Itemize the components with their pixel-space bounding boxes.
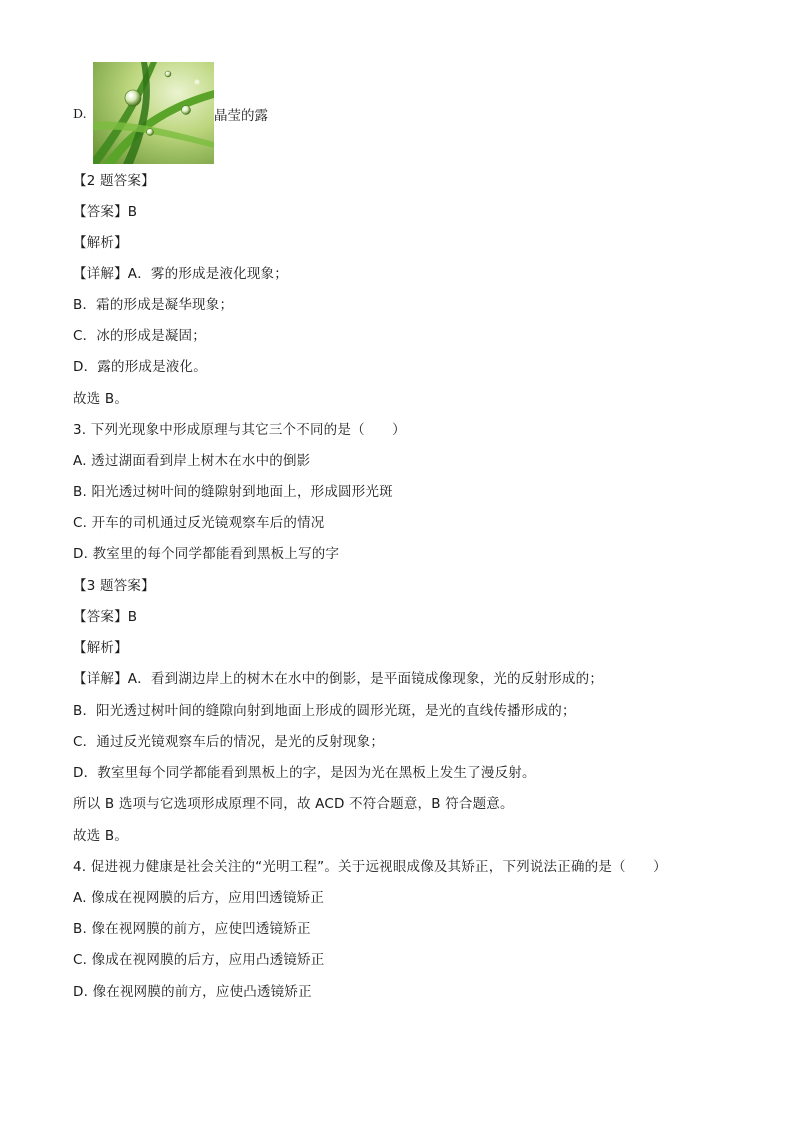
- q4-option-a: A. 像成在视网膜的后方，应用凹透镜矫正: [73, 890, 325, 906]
- q3-answer: 【答案】B: [73, 609, 138, 625]
- q3-option-c: C. 开车的司机通过反光镜观察车后的情况: [73, 515, 325, 531]
- q2-answer: 【答案】B: [73, 204, 138, 220]
- q3-option-b: B. 阳光透过树叶间的缝隙射到地面上，形成圆形光斑: [73, 484, 393, 500]
- q4-option-b: B. 像在视网膜的前方，应使凹透镜矫正: [73, 921, 311, 937]
- q2-detail-b: B．霜的形成是凝华现象；: [73, 297, 234, 313]
- q3-answer-heading: 【3 题答案】: [73, 578, 155, 594]
- q3-stem: 3. 下列光现象中形成原理与其它三个不同的是（ ）: [73, 422, 406, 438]
- q2-detail-d: D．露的形成是液化。: [73, 359, 207, 375]
- q2-answer-heading: 【2 题答案】: [73, 173, 155, 189]
- q3-detail-c: C．通过反光镜观察车后的情况，是光的反射现象；: [73, 734, 385, 750]
- dew-on-grass-illustration: [93, 62, 214, 164]
- q3-analysis-label: 【解析】: [73, 640, 128, 656]
- option-d-caption: 晶莹的露: [214, 108, 268, 124]
- dew-on-grass-image: [93, 62, 214, 164]
- q3-summary: 所以 B 选项与它选项形成原理不同，故 ACD 不符合题意，B 符合题意。: [73, 796, 514, 812]
- q3-detail-a: 【详解】A．看到湖边岸上的树木在水中的倒影，是平面镜成像现象，光的反射形成的；: [73, 671, 604, 687]
- q3-option-d: D. 教室里的每个同学都能看到黑板上写的字: [73, 546, 340, 562]
- q2-detail-a: 【详解】A．雾的形成是液化现象；: [73, 266, 288, 282]
- q2-conclusion: 故选 B。: [73, 391, 129, 407]
- q3-detail-d: D．教室里每个同学都能看到黑板上的字，是因为光在黑板上发生了漫反射。: [73, 765, 536, 781]
- q3-detail-b: B．阳光透过树叶间的缝隙向射到地面上形成的圆形光斑，是光的直线传播形成的；: [73, 703, 576, 719]
- option-d-letter: D.: [73, 106, 87, 121]
- q3-option-a: A. 透过湖面看到岸上树木在水中的倒影: [73, 453, 311, 469]
- q4-option-d: D. 像在视网膜的前方，应使凸透镜矫正: [73, 984, 312, 1000]
- q2-detail-c: C．冰的形成是凝固；: [73, 328, 206, 344]
- q3-conclusion: 故选 B。: [73, 828, 129, 844]
- q2-analysis-label: 【解析】: [73, 235, 128, 251]
- q4-stem: 4. 促进视力健康是社会关注的“光明工程”。关于远视眼成像及其矫正，下列说法正确的是（ ）: [73, 859, 667, 875]
- q4-option-c: C. 像成在视网膜的后方，应用凸透镜矫正: [73, 952, 325, 968]
